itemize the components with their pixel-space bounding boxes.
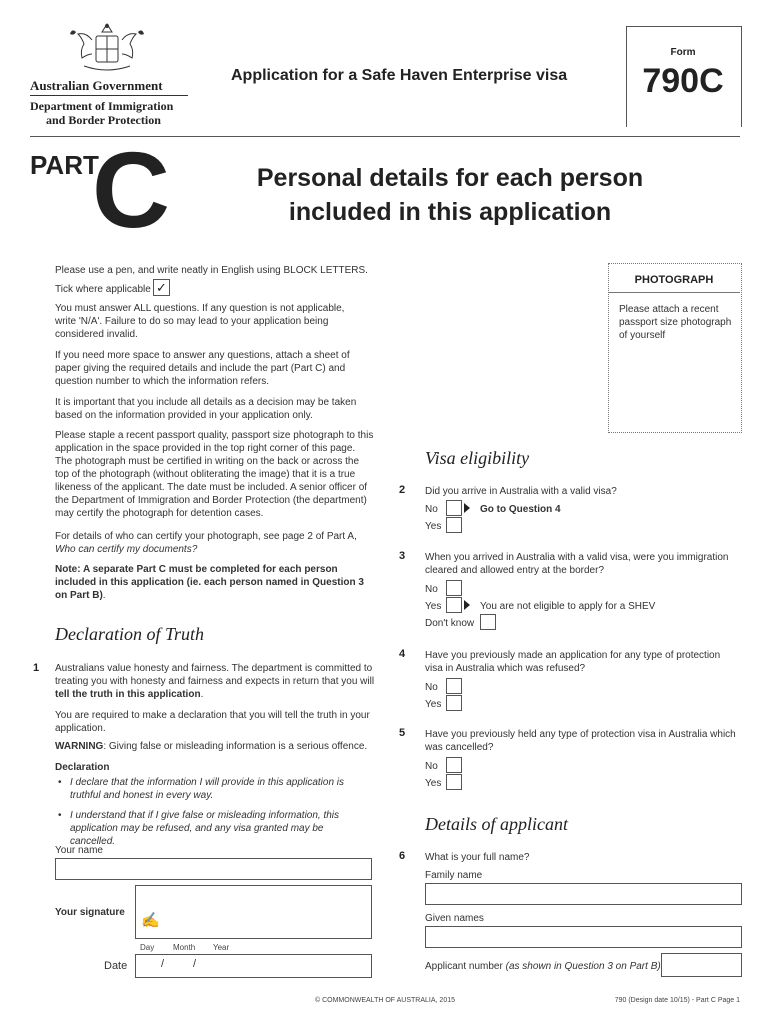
declaration-warning bbox=[55, 740, 385, 753]
tick-example-box bbox=[153, 279, 170, 296]
question-2-yes-checkbox[interactable] bbox=[446, 517, 462, 533]
question-4-yes-checkbox[interactable] bbox=[446, 695, 462, 711]
family-name-input[interactable] bbox=[425, 883, 742, 905]
question-3-dont-know-label: Don't know bbox=[425, 618, 475, 629]
question-5-no-checkbox[interactable] bbox=[446, 757, 462, 773]
question-2-no-checkbox[interactable] bbox=[446, 500, 462, 516]
date-slash-2: / bbox=[193, 958, 197, 970]
applicant-number-label bbox=[425, 960, 661, 973]
instruction-certify bbox=[55, 530, 375, 556]
question-2-no-label: No bbox=[425, 504, 438, 515]
form-number: 790C bbox=[642, 62, 724, 100]
instruction-photograph: Please staple a recent passport quality, passport size photograph to this application in the space provided in the top right corner of this page. The photograph must be certified in writing on the back or across the top of the photograph (without obliterating the image) that it is a true likeness of the applicant. The date must be included. A senior officer of the Department of Immigration and Border Protection (the department) may certify the photograph for detention cases. bbox=[55, 430, 374, 519]
form-title: Application for a Safe Haven Enterprise visa bbox=[231, 67, 568, 84]
instruction-block-letters: Please use a pen, and write neatly in English using BLOCK LETTERS. bbox=[55, 265, 368, 276]
instruction-include-details: It is important that you include all details as a decision may be taken based on the information provided in your application only. bbox=[55, 397, 357, 421]
instruction-more-space: If you need more space to answer any questions, attach a sheet of paper giving the required details and include the part (Part C) and question number to which the information refers. bbox=[55, 350, 350, 387]
applicant-number-note: (as shown in Question 3 on Part B) bbox=[505, 961, 661, 972]
question-3-yes-checkbox[interactable] bbox=[446, 597, 462, 613]
note-text: Note: A separate Part C must be completed for each person included in this application (ie. each person named in Question 3 on Part B) bbox=[55, 564, 364, 601]
applicant-number-input[interactable] bbox=[661, 953, 742, 977]
question-2-goto: Go to Question 4 bbox=[480, 504, 561, 515]
declaration-heading: Declaration of Truth bbox=[55, 624, 205, 644]
footer-copyright: © COMMONWEALTH OF AUSTRALIA, 2015 bbox=[315, 997, 455, 1004]
part-label: PART bbox=[30, 150, 99, 180]
question-4-text: Have you previously made an application for any type of protection visa in Australia which was refused? bbox=[425, 650, 721, 674]
photograph-title: PHOTOGRAPH bbox=[634, 274, 714, 286]
question-3-no-label: No bbox=[425, 584, 438, 595]
question-3-number: 3 bbox=[399, 550, 406, 562]
warning-label: WARNING bbox=[55, 741, 104, 752]
signature-field[interactable] bbox=[135, 885, 372, 939]
date-input[interactable] bbox=[135, 954, 372, 978]
bullet-2-marker: • bbox=[58, 810, 62, 821]
question-4-no-label: No bbox=[425, 682, 438, 693]
question-3-not-eligible: You are not eligible to apply for a SHEV bbox=[480, 601, 656, 612]
date-year-label: Year bbox=[213, 943, 230, 952]
your-signature-label: Your signature bbox=[55, 907, 125, 918]
question-5-number: 5 bbox=[399, 727, 406, 739]
date-slash-1: / bbox=[161, 958, 165, 970]
bullet-1-marker: • bbox=[58, 777, 62, 788]
question-4-no-checkbox[interactable] bbox=[446, 678, 462, 694]
declaration-required: You are required to make a declaration that you will tell the truth in your application. bbox=[55, 710, 370, 734]
question-2-yes-label: Yes bbox=[425, 521, 442, 532]
part-title-line-2: included in this application bbox=[288, 198, 612, 226]
question-3-no-checkbox[interactable] bbox=[446, 580, 462, 596]
part-title-line-1: Personal details for each person bbox=[256, 164, 644, 192]
date-label: Date bbox=[104, 960, 128, 972]
declaration-tell-truth: tell the truth in this application bbox=[55, 689, 201, 700]
question-6-text: What is your full name? bbox=[425, 852, 530, 863]
question-5-no-label: No bbox=[425, 761, 438, 772]
warning-text: : Giving false or misleading information is a serious offence. bbox=[103, 741, 368, 752]
declaration-bullet-1: I declare that the information I will provide in this application is truthful and honest in every way. bbox=[70, 777, 345, 801]
instruction-note bbox=[55, 563, 375, 602]
photograph-box[interactable] bbox=[608, 263, 742, 433]
department-line-2: and Border Protection bbox=[46, 113, 161, 127]
check-icon: ✓ bbox=[156, 280, 167, 295]
given-names-input[interactable] bbox=[425, 926, 742, 948]
applicant-number-text: Applicant number bbox=[425, 961, 503, 972]
family-name-label: Family name bbox=[425, 870, 483, 881]
question-2-number: 2 bbox=[399, 484, 406, 496]
details-of-applicant-heading: Details of applicant bbox=[425, 814, 568, 834]
header-divider bbox=[30, 95, 188, 96]
question-5-yes-checkbox[interactable] bbox=[446, 774, 462, 790]
given-names-label: Given names bbox=[425, 913, 484, 924]
visa-eligibility-heading: Visa eligibility bbox=[425, 448, 530, 468]
date-day-label: Day bbox=[140, 943, 155, 952]
declaration-honesty bbox=[55, 662, 375, 701]
question-6-number: 6 bbox=[399, 850, 406, 862]
form-label: Form bbox=[670, 47, 696, 58]
footer-page-info: 790 (Design date 10/15) - Part C Page 1 bbox=[614, 997, 740, 1004]
instruction-certify-text: For details of who can certify your photograph, see page 2 of Part A, bbox=[55, 531, 357, 542]
declaration-bullet-2: I understand that if I give false or misleading information, this application may be refused, and any visa granted may be cancelled. bbox=[70, 810, 340, 847]
arrow-right-icon bbox=[464, 503, 470, 513]
question-1-number: 1 bbox=[33, 662, 40, 674]
declaration-label: Declaration bbox=[55, 762, 110, 773]
government-crest-icon bbox=[62, 20, 152, 76]
photograph-title-rule bbox=[608, 292, 740, 293]
question-3-dont-know-checkbox[interactable] bbox=[480, 614, 496, 630]
instruction-answer-all: You must answer ALL questions. If any question is not applicable, write 'N/A'. Failure to do so may lead to your application being considered invalid. bbox=[55, 303, 345, 340]
question-2-text: Did you arrive in Australia with a valid visa? bbox=[425, 486, 617, 497]
question-3-text: When you arrived in Australia with a valid visa, were you immigration cleared and allowed entry at the border? bbox=[425, 552, 729, 576]
arrow-right-icon bbox=[464, 600, 470, 610]
date-month-label: Month bbox=[173, 943, 196, 952]
photograph-instructions: Please attach a recent passport size photograph of yourself bbox=[619, 304, 732, 341]
question-3-yes-label: Yes bbox=[425, 601, 442, 612]
question-4-yes-label: Yes bbox=[425, 699, 442, 710]
part-letter: C bbox=[92, 129, 170, 250]
question-5-text: Have you previously held any type of protection visa in Australia which was cancelled? bbox=[425, 729, 736, 753]
declaration-period: . bbox=[200, 689, 204, 700]
tick-where-applicable: Tick where applicable bbox=[55, 284, 151, 295]
declaration-honesty-text: Australians value honesty and fairness. The department is committed to treating you with honesty and fairness and expects in return that you will bbox=[55, 663, 375, 687]
department-line-1: Department of Immigration bbox=[30, 99, 174, 113]
government-name: Australian Government bbox=[30, 78, 163, 93]
your-name-input[interactable] bbox=[55, 858, 372, 880]
question-5-yes-label: Yes bbox=[425, 778, 442, 789]
note-end: . bbox=[102, 590, 106, 601]
signature-icon: ✍ bbox=[141, 912, 160, 929]
instruction-certify-link[interactable]: Who can certify my documents? bbox=[55, 544, 198, 555]
question-4-number: 4 bbox=[399, 648, 406, 660]
your-name-label: Your name bbox=[55, 845, 103, 856]
